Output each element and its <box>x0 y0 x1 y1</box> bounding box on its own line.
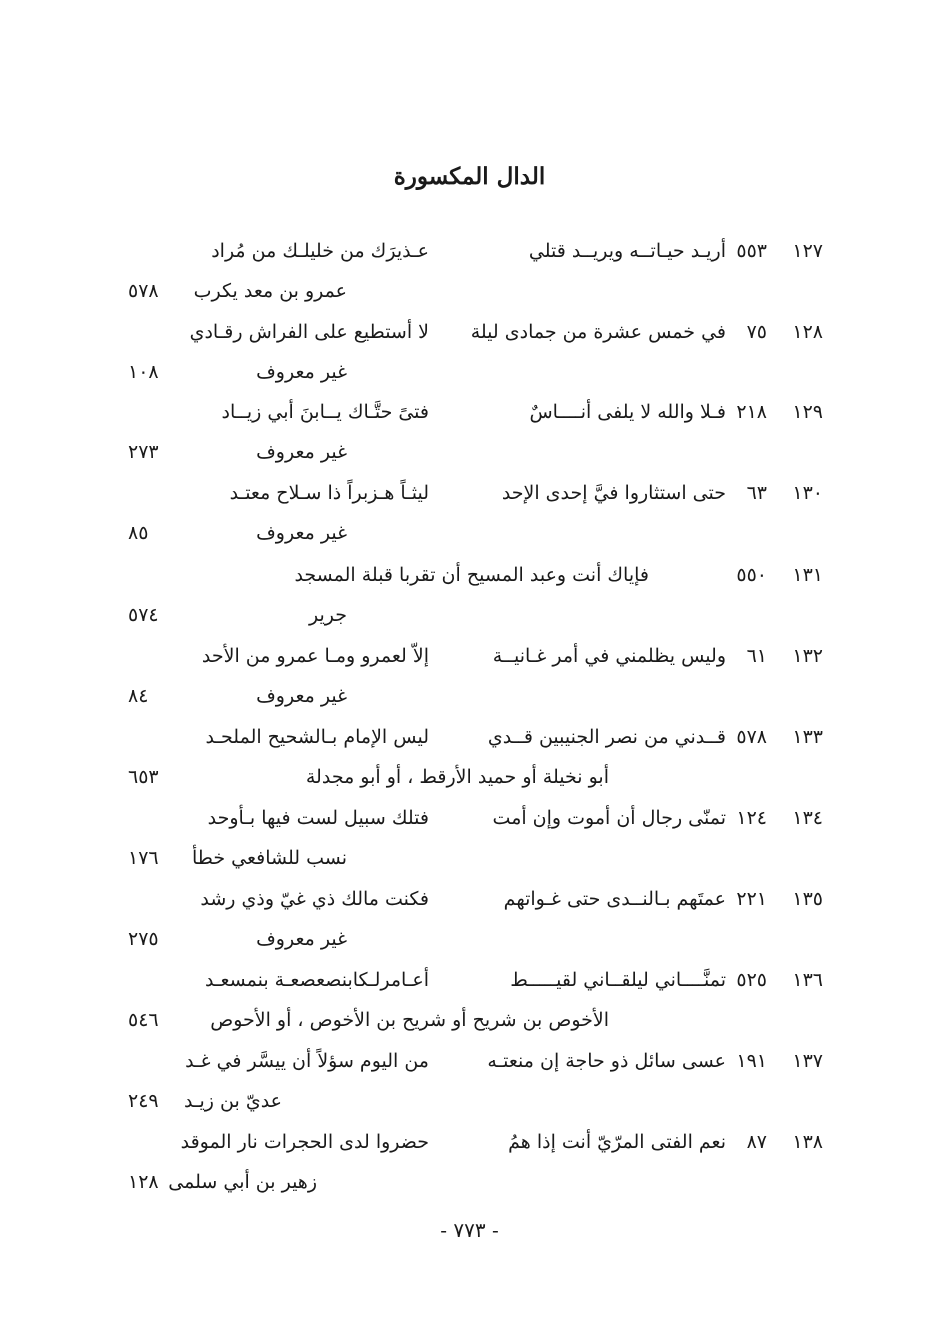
verse-entry <box>0 1129 939 1211</box>
entry-number: ١٢٨ <box>792 321 823 343</box>
entry-number: ١٣٢ <box>792 645 823 667</box>
second-hemistich: عـذيرَك من خليلـك من مُراد <box>211 240 429 262</box>
verse-entry <box>0 480 939 562</box>
page-heading: الدال المكسورة <box>393 163 546 190</box>
entry-number: ١٣٤ <box>792 807 823 829</box>
second-hemistich: فكنت مالك ذي غيّ وذي رشد <box>200 888 429 910</box>
poet-page: ٨٥ <box>128 522 149 544</box>
poet-page: ٥٧٤ <box>128 604 159 626</box>
poet-page: ٥٧٨ <box>128 280 159 302</box>
first-hemistich: أريـد حيـاتــه ويريــد قتلي <box>528 240 726 262</box>
verse-entry <box>0 967 939 1049</box>
second-hemistich: لا أستطيع على الفراش رقـادي <box>189 321 429 343</box>
second-hemistich: فتىً حتَّـاك يــابنَ أبي زيــاد <box>221 401 429 423</box>
single-line-verse: فإياك أنت وعبد المسيح أن تقربا قبلة المسجد <box>294 564 649 586</box>
poet-page: ٢٧٥ <box>128 928 159 950</box>
poet-attribution: أبو نخيلة أو حميد الأرقط ، أو أبو مجدلة <box>305 766 609 788</box>
second-hemistich: أعـامرلـكابنصعصعـة بنمسعـد <box>204 969 429 991</box>
first-hemistich: حتى استثاروا فيَّ إحدى الإحد <box>501 482 726 504</box>
poet-attribution: زهير بن أبي سلمى <box>168 1171 317 1193</box>
verse-entry <box>0 562 939 644</box>
second-hemistich: إلاّ لعمرو ومـا عمرو من الأحد <box>201 645 429 667</box>
poet-attribution: عديّ بن زيـد <box>183 1090 282 1112</box>
poet-attribution: غير معروف <box>256 522 347 544</box>
entry-number: ١٢٩ <box>792 401 823 423</box>
second-hemistich: ليثـاً هـزبراً ذا سـلاح معتـد <box>229 482 429 504</box>
poet-attribution: غير معروف <box>256 928 347 950</box>
verse-entry <box>0 643 939 725</box>
first-hemistich: قــدني من نصر الجنيبين قــدي <box>487 726 726 748</box>
entry-number: ١٣٨ <box>792 1131 823 1153</box>
poet-attribution: الأخوص بن شريح أو شريح بن الأخوص ، أو الأحوص <box>210 1009 609 1031</box>
entry-number: ١٢٧ <box>792 240 823 262</box>
entry-number: ١٣١ <box>792 564 823 586</box>
verse-entry <box>0 886 939 968</box>
poet-page: ١٧٦ <box>128 847 159 869</box>
first-hemistich: تمنّى رجال أن أموت وإن أمت <box>492 807 726 829</box>
poet-attribution: عمرو بن معد يكرب <box>193 280 347 302</box>
entry-number: ١٣٠ <box>792 482 823 504</box>
page-number: - ٧٧٣ - <box>440 1218 499 1242</box>
entry-page: ٥٢٥ <box>736 969 767 991</box>
first-hemistich: في خمس عشرة من جمادى ليلة <box>470 321 726 343</box>
verse-entry <box>0 238 939 320</box>
first-hemistich: فـلا والله لا يلفى أنــــاسٌ <box>529 401 726 423</box>
verse-entry <box>0 1048 939 1130</box>
second-hemistich: حضروا لدى الحجرات نار الموقد <box>180 1131 429 1153</box>
poet-page: ٦٥٣ <box>128 766 159 788</box>
poet-attribution: نسب للشافعي خطأ <box>192 847 347 869</box>
poet-attribution: جرير <box>309 604 347 626</box>
entry-page: ٢١٨ <box>736 401 767 423</box>
verse-entry <box>0 319 939 401</box>
first-hemistich: تمنَّــــاني ليلقــاني لقيـــــط <box>510 969 726 991</box>
second-hemistich: ليس الإمام بـالشحيح الملحـد <box>205 726 429 748</box>
entry-number: ١٣٥ <box>792 888 823 910</box>
poet-page: ١٢٨ <box>128 1171 159 1193</box>
entry-page: ٨٧ <box>746 1131 767 1153</box>
entry-page: ٥٧٨ <box>736 726 767 748</box>
entry-page: ٧٥ <box>746 321 767 343</box>
second-hemistich: من اليوم سؤلاً أن ييسَّر في غـد <box>185 1050 429 1072</box>
entry-page: ١٢٤ <box>736 807 767 829</box>
verse-entry <box>0 724 939 806</box>
first-hemistich: عمتَهم بـالنــدى حتى غـواتهم <box>503 888 726 910</box>
verse-entry <box>0 805 939 887</box>
first-hemistich: عسى سائل ذو حاجة إن منعتـه <box>487 1050 726 1072</box>
entry-number: ١٣٧ <box>792 1050 823 1072</box>
first-hemistich: وليس يظلمني في أمر غـانيــة <box>492 645 726 667</box>
first-hemistich: نعم الفتى المرّيّ أنت إذا همُ <box>508 1131 726 1153</box>
second-hemistich: فتلك سبيل لست فيها بـأوحد <box>207 807 429 829</box>
poet-page: ٥٤٦ <box>128 1009 159 1031</box>
entry-page: ٦٣ <box>746 482 767 504</box>
poet-attribution: غير معروف <box>256 441 347 463</box>
entry-page: ٦١ <box>746 645 767 667</box>
entry-page: ١٩١ <box>736 1050 767 1072</box>
poet-page: ٨٤ <box>128 685 149 707</box>
poet-page: ١٠٨ <box>128 361 159 383</box>
poet-attribution: غير معروف <box>256 361 347 383</box>
poet-page: ٢٤٩ <box>128 1090 159 1112</box>
entry-number: ١٣٣ <box>792 726 823 748</box>
entry-number: ١٣٦ <box>792 969 823 991</box>
entry-page: ٥٥٣ <box>736 240 767 262</box>
entry-page: ٢٢١ <box>736 888 767 910</box>
entry-page: ٥٥٠ <box>736 564 767 586</box>
poet-page: ٢٧٣ <box>128 441 159 463</box>
verse-entry <box>0 399 939 481</box>
poet-attribution: غير معروف <box>256 685 347 707</box>
